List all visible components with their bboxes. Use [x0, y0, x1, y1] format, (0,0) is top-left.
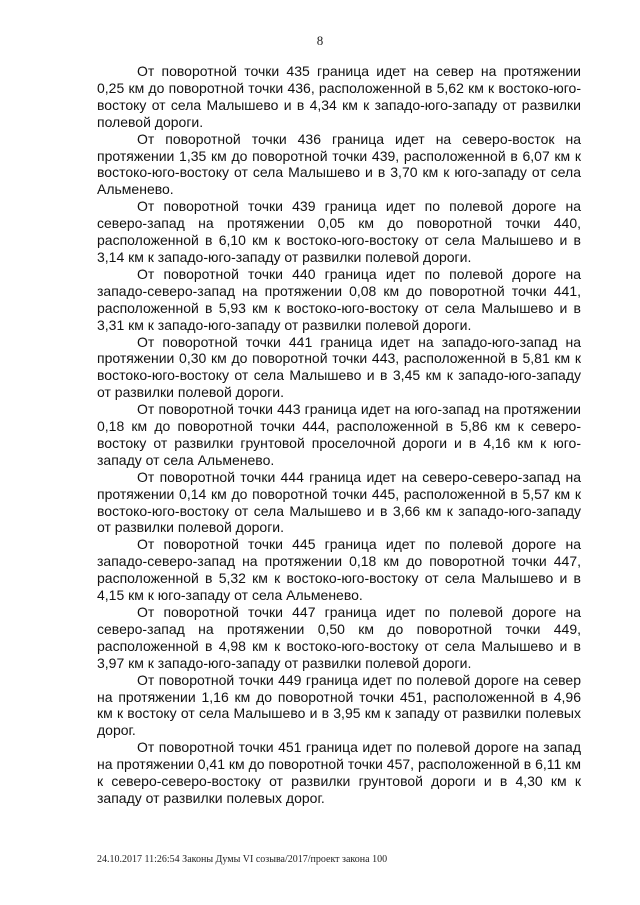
paragraph-point-441: От поворотной точки 441 граница идет на западо-юго-запад на протяжении 0,30 км до поворотной точки 443, расположенной в 5,81 км к востоко-юго-востоку от села Малышево и в 3,45 км к западо-юго-западу от развилки полевой дороги.	[97, 333, 581, 401]
paragraph-point-440: От поворотной точки 440 граница идет по полевой дороге на западо-северо-запад на протяжении 0,08 км до поворотной точки 441, расположенной в 5,93 км к востоко-юго-востоку от села Малышево и в 3,31 км к западо-юго-западу от развилки полевой дороги.	[97, 265, 581, 333]
paragraph-point-445: От поворотной точки 445 граница идет по полевой дороге на западо-северо-запад на протяжении 0,18 км до поворотной точки 447, расположенной в 5,32 км к востоко-юго-востоку от села Малышево и в 4,15 км к юго-западу от села Альменево.	[97, 536, 581, 604]
paragraph-point-447: От поворотной точки 447 граница идет по полевой дороге на северо-запад на протяжении 0,50 км до поворотной точки 449, расположенной в 4,98 км к востоко-юго-востоку от села Малышево и в 3,97 км к западо-юго-западу от развилки полевой дороги.	[97, 604, 581, 671]
paragraph-point-435: От поворотной точки 435 граница идет на север на протяжении 0,25 км до поворотной точки 436, расположенной в 5,62 км к востоко-юго-востоку от села Малышево и в 4,34 км к западо-юго-западу от развилки полевой дороги.	[97, 63, 581, 130]
page-number: 8	[316, 33, 324, 48]
paragraph-point-439: От поворотной точки 439 граница идет по полевой дороге на северо-запад на протяжении 0,05 км до поворотной точки 440, расположенной в 6,10 км к востоко-юго-востоку от села Малышево и в 3,14 км к западо-юго-западу от развилки полевой дороги.	[97, 198, 581, 265]
paragraph-point-449: От поворотной точки 449 граница идет по полевой дороге на север на протяжении 1,16 км до поворотной точки 451, расположенной в 4,96 км к востоку от села Малышево и в 3,95 км к западу от развилки полевых дорог.	[97, 671, 581, 739]
paragraph-point-443: От поворотной точки 443 граница идет на юго-запад на протяжении 0,18 км до поворотной точки 444, расположенной в 5,86 км к северо-востоку от развилки грунтовой проселочной дороги и в 4,16 км к юго-западу от села Альменево.	[97, 401, 581, 468]
document-body	[97, 63, 581, 807]
page-footer: 24.10.2017 11:26:54 Законы Думы VI созыва/2017/проект закона 100	[97, 854, 388, 865]
paragraph-point-444: От поворотной точки 444 граница идет на северо-северо-запад на протяжении 0,14 км до поворотной точки 445, расположенной в 5,57 км к востоко-юго-востоку от села Малышево и в 3,66 км к западо-юго-западу от развилки полевой дороги.	[97, 468, 581, 536]
paragraph-point-451: От поворотной точки 451 граница идет по полевой дороге на запад на протяжении 0,41 км до поворотной точки 457, расположенной в 6,11 км к северо-северо-востоку от развилки грунтовой дороги и в 4,30 км к западу от развилки полевых дорог.	[97, 739, 581, 806]
paragraph-point-436: От поворотной точки 436 граница идет на северо-восток на протяжении 1,35 км до поворотной точки 439, расположенной в 6,07 км к востоко-юго-востоку от села Малышево и в 3,70 км к юго-западу от села Альменево.	[97, 130, 581, 198]
